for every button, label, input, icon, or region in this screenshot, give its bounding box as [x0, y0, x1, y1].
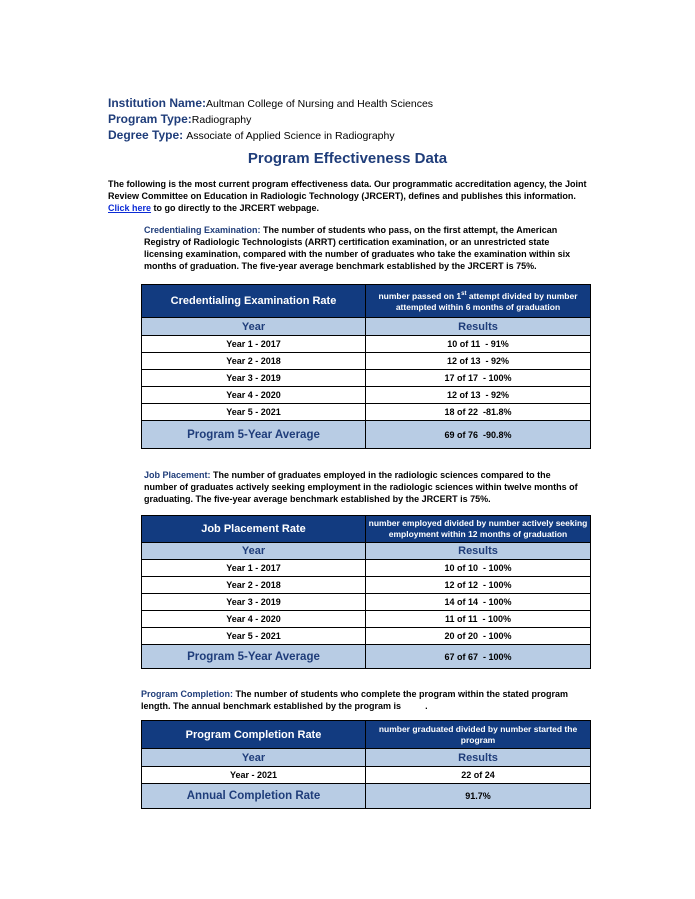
credentialing-table-desc: number passed on 1st attempt divided by number attempted within 6 months of graduation: [366, 285, 591, 318]
credentialing-table-title: Credentialing Examination Rate: [142, 285, 366, 318]
completion-col-results: Results: [366, 749, 591, 767]
credentialing-description: [144, 224, 574, 272]
job-placement-heading: Job Placement:: [144, 470, 211, 480]
job-placement-text: The number of graduates employed in the radiologic sciences compared to the number of graduates actively seeking employment in the radiologic sciences within twelve months of graduating. The five-year average benchmark established by the JRCERT is 75%.: [144, 470, 578, 504]
completion-table-desc: number graduated divided by number started the program: [366, 721, 591, 749]
completion-table-title: Program Completion Rate: [142, 721, 366, 749]
job-placement-table-desc: number employed divided by number actively seeking employment within 12 months of graduation: [366, 516, 591, 543]
table-row: Year 4 - 2020 12 of 13 - 92%: [142, 387, 591, 404]
table-row: Year 1 - 2017 10 of 11 - 91%: [142, 336, 591, 353]
completion-row-year: Year - 2021: [142, 767, 366, 784]
credentialing-text: The number of students who pass, on the first attempt, the American Registry of Radiologic Technologists (ARRT) certification examination, or an unrestricted state licensing examination, compared with the number of graduates who take the examination within six months of graduation. The five-year average benchmark established by the JRCERT is 75%.: [144, 225, 571, 271]
intro-text-after: to go directly to the JRCERT webpage.: [153, 203, 320, 213]
table-row: Year 5 - 2021 20 of 20 - 100%: [142, 628, 591, 645]
job-placement-table-title: Job Placement Rate: [142, 516, 366, 543]
completion-text: The number of students who complete the program within the stated program length. The annual benchmark established by the program is: [141, 689, 569, 711]
credentialing-col-results: Results: [366, 318, 591, 336]
job-placement-col-year: Year: [142, 543, 366, 560]
institution-info: [108, 96, 433, 144]
page-title: Program Effectiveness Data: [247, 150, 448, 167]
table-row: Year 4 - 2020 11 of 11 - 100%: [142, 611, 591, 628]
completion-annual-label: Annual Completion Rate: [142, 784, 366, 809]
table-row: Year 5 - 2021 18 of 22 -81.8%: [142, 404, 591, 421]
completion-col-year: Year: [142, 749, 366, 767]
completion-table: [141, 720, 591, 809]
credentialing-table: [141, 284, 591, 449]
job-placement-table: [141, 515, 591, 669]
job-placement-description: [144, 469, 584, 505]
jrcert-link[interactable]: Click here: [108, 203, 152, 213]
program-type-label: Program Type:: [108, 112, 192, 126]
intro-paragraph: [108, 178, 598, 214]
credentialing-heading: Credentialing Examination:: [144, 225, 261, 235]
completion-row-result: 22 of 24: [366, 767, 591, 784]
table-row: Year 2 - 2018 12 of 12 - 100%: [142, 577, 591, 594]
intro-text: The following is the most current program effectiveness data. Our programmatic accreditation agency, the Joint Review Committee on Education in Radiologic Technology (JRCERT), defines and publishes this information.: [108, 179, 587, 201]
degree-type-label: Degree Type:: [108, 128, 184, 142]
table-row: [142, 767, 591, 784]
credentialing-avg-value: 69 of 76 -90.8%: [366, 421, 591, 449]
completion-annual-value: 91.7%: [366, 784, 591, 809]
table-row: Year 3 - 2019 17 of 17 - 100%: [142, 370, 591, 387]
program-type-value: Radiography: [191, 114, 252, 126]
institution-name-value: Aultman College of Nursing and Health Sciences: [206, 98, 434, 110]
completion-description: Program Completion: The number of students who complete the program within the stated program length. The annual benchmark established by the program is .: [141, 689, 569, 711]
credentialing-avg-label: Program 5-Year Average: [142, 421, 366, 449]
job-placement-col-results: Results: [366, 543, 591, 560]
table-row: Year 3 - 2019 14 of 14 - 100%: [142, 594, 591, 611]
degree-type-value: Associate of Applied Science in Radiography: [186, 130, 395, 142]
institution-name-label: Institution Name:: [108, 96, 206, 110]
completion-heading: Program Completion:: [141, 689, 234, 699]
table-row: Year 2 - 2018 12 of 13 - 92%: [142, 353, 591, 370]
credentialing-col-year: Year: [142, 318, 366, 336]
job-placement-avg-label: Program 5-Year Average: [142, 645, 366, 669]
job-placement-avg-value: 67 of 67 - 100%: [366, 645, 591, 669]
table-row: Year 1 - 2017 10 of 10 - 100%: [142, 560, 591, 577]
